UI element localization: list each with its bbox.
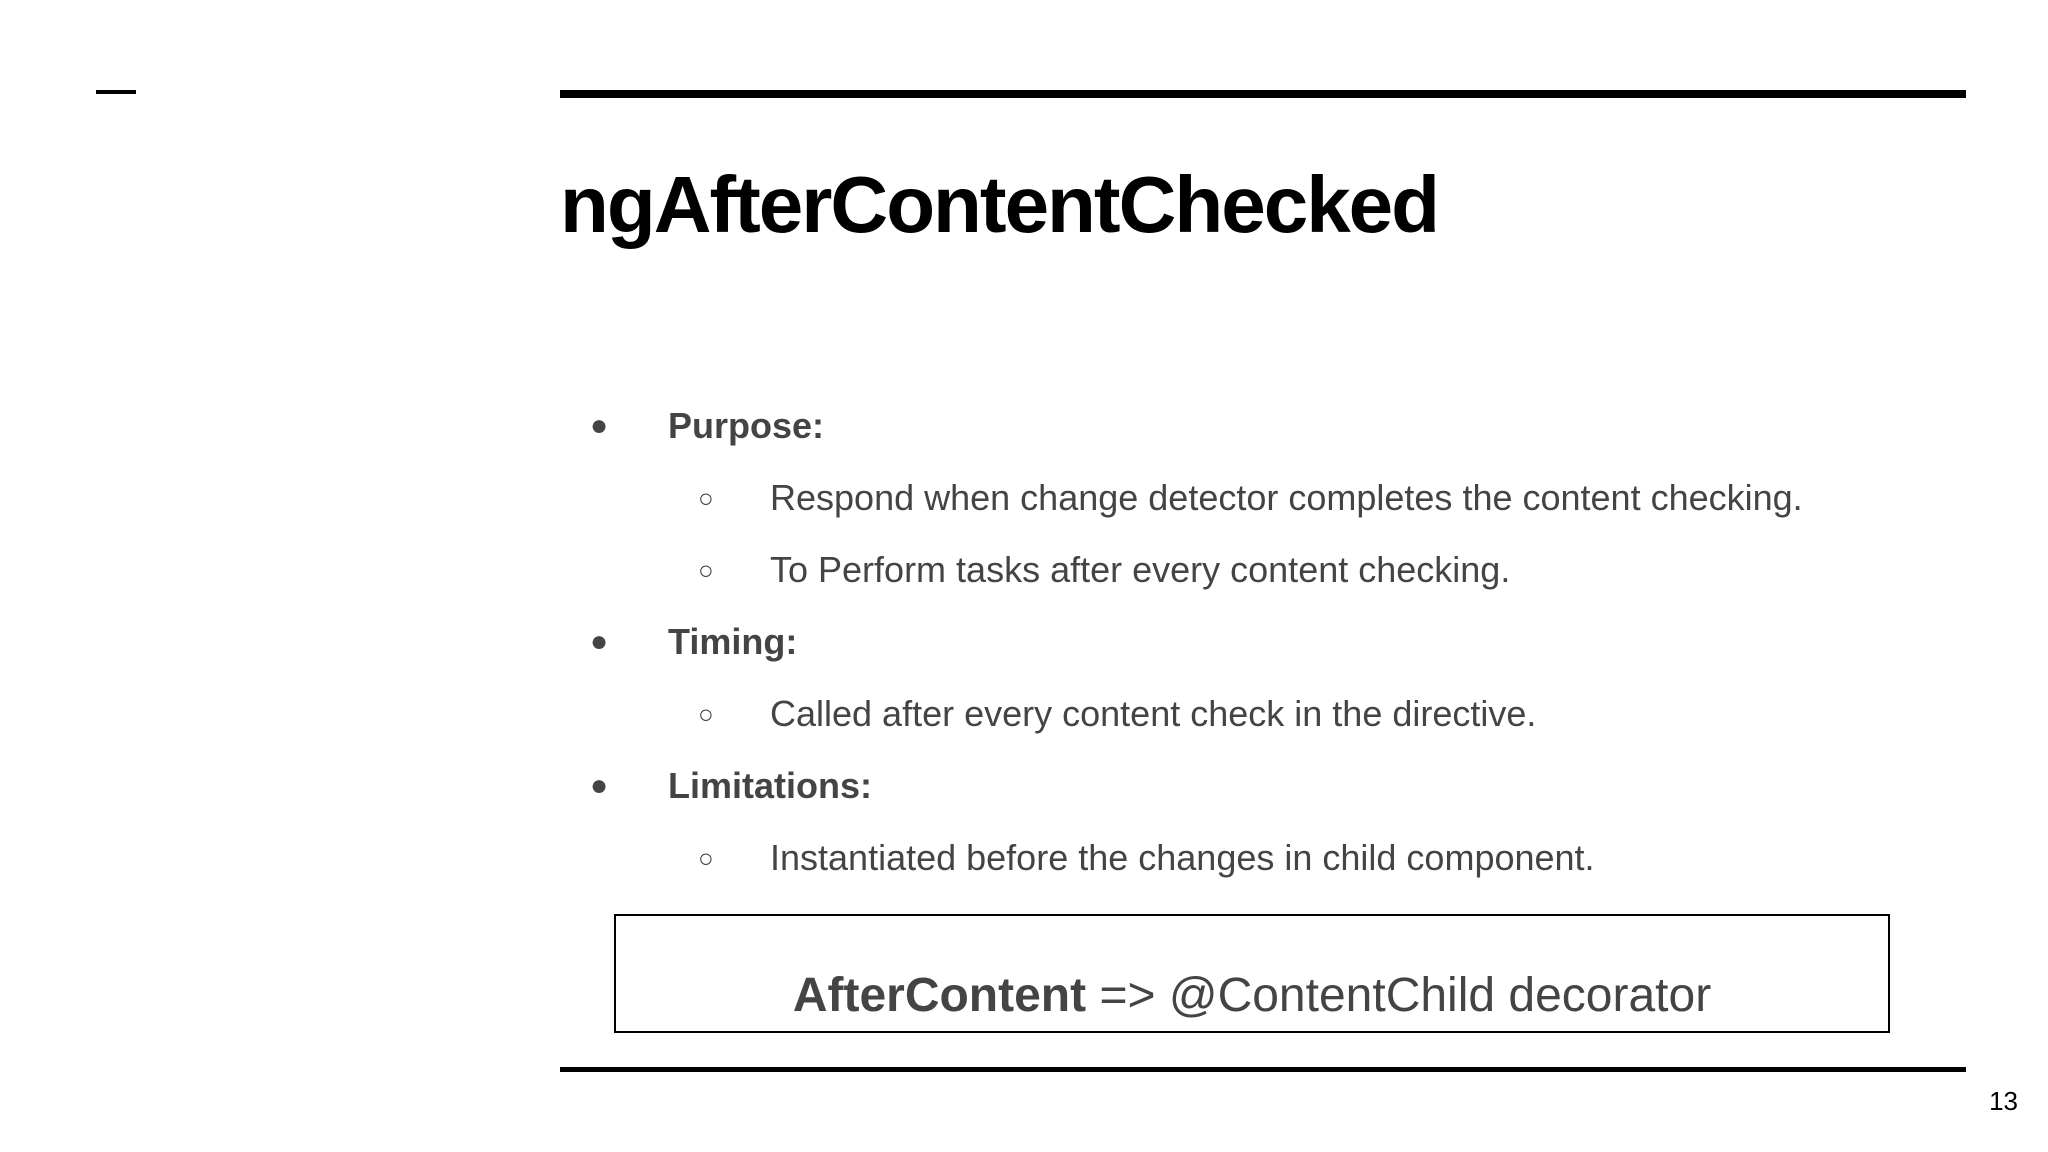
hollow-bullet-icon: ○: [698, 483, 714, 513]
bullet-purpose: [590, 390, 1803, 462]
callout-bold-text: AfterContent: [792, 969, 1087, 1022]
slide-title: ngAfterContentChecked: [560, 160, 1439, 249]
filled-bullet-icon: ●: [590, 625, 609, 658]
sub-bullet-item: [590, 822, 1803, 894]
sub-bullet-text: Instantiated before the changes in child component.: [770, 837, 1595, 878]
callout-box: [614, 914, 1890, 1033]
top-rule-divider: [560, 90, 1966, 98]
bullet-limitations: [590, 750, 1803, 822]
sub-bullet-text: To Perform tasks after every content checking.: [770, 549, 1511, 590]
sub-bullet-item: [590, 534, 1803, 606]
hollow-bullet-icon: ○: [698, 843, 714, 873]
hollow-bullet-icon: ○: [698, 699, 714, 729]
bullet-timing: [590, 606, 1803, 678]
sub-bullet-item: [590, 462, 1803, 534]
sub-bullet-text: Called after every content check in the directive.: [770, 693, 1537, 734]
callout-text: [616, 966, 1888, 1026]
bullet-label-purpose: Purpose:: [668, 405, 825, 446]
hollow-bullet-icon: ○: [698, 555, 714, 585]
bottom-rule-divider: [560, 1067, 1966, 1072]
sub-bullet-item: [590, 678, 1803, 750]
bullet-label-limitations: Limitations:: [668, 765, 872, 806]
corner-dash-decoration: [96, 90, 136, 94]
page-number: 13: [1989, 1086, 2018, 1116]
callout-rest-text: => @ContentChild decorator: [1086, 969, 1712, 1022]
bullet-list: [590, 390, 1803, 894]
filled-bullet-icon: ●: [590, 409, 609, 442]
sub-bullet-text: Respond when change detector completes the content checking.: [770, 477, 1803, 518]
bullet-label-timing: Timing:: [668, 621, 798, 662]
filled-bullet-icon: ●: [590, 769, 609, 802]
